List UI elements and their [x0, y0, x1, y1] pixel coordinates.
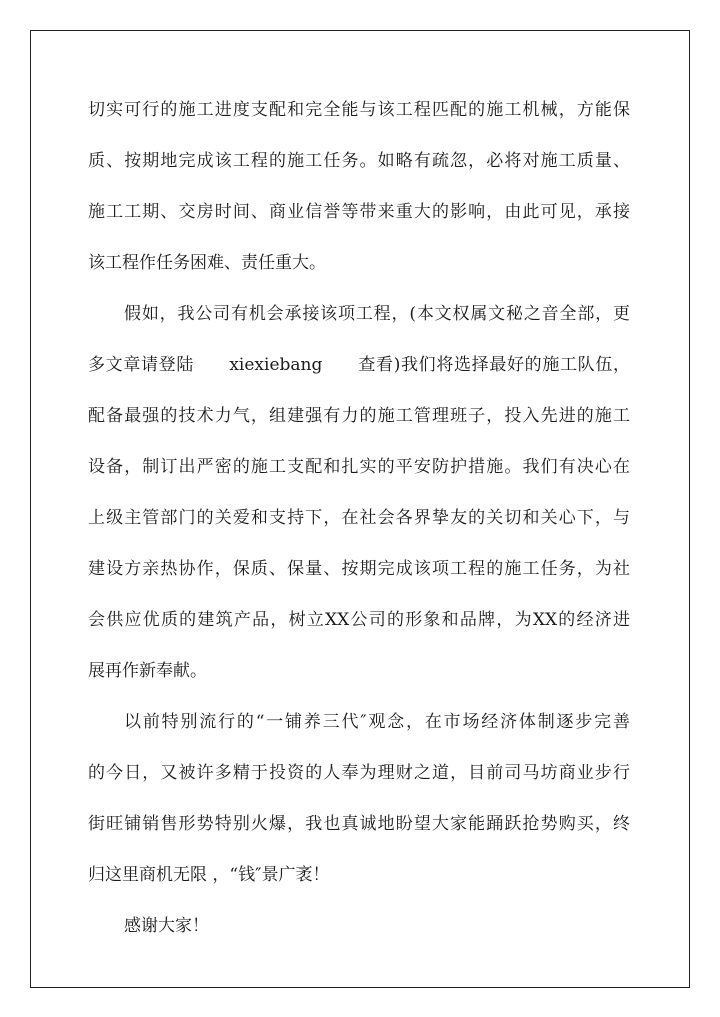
- text-line: 施工工期、交房时间、商业信誉等带来重大的影响，由此可见，承接: [88, 202, 630, 222]
- text-line: 设备，制订出严密的施工支配和扎实的平安防护措施。我们有决心在: [88, 457, 630, 477]
- text-line: 街旺铺销售形势特别火爆，我也真诚地盼望大家能踊跃抢势购买，终: [88, 814, 630, 834]
- text-line: 配备最强的技术力气，组建强有力的施工管理班子，投入先进的施工: [88, 406, 630, 426]
- text-line: 归这里商机无限 ，“钱″景广袤！: [88, 865, 330, 885]
- text-line: 展再作新奉献。: [88, 661, 207, 681]
- text-line: 的今日，又被许多精于投资的人奉为理财之道，目前司马坊商业步行: [88, 763, 630, 783]
- text-line: 多文章请登陆 xiexiebang 查看)我们将选择最好的施工队伍，: [88, 355, 630, 375]
- text-line: 切实可行的施工进度支配和完全能与该工程匹配的施工机械，方能保: [88, 100, 630, 120]
- document-body: [88, 93, 630, 960]
- text-line: 建设方亲热协作，保质、保量、按期完成该项工程的施工任务，为社: [88, 559, 630, 579]
- text-line: 质、按期地完成该工程的施工任务。如略有疏忽，必将对施工质量、: [88, 151, 630, 171]
- closing-line: 感谢大家！: [124, 916, 209, 936]
- text-line: 上级主管部门的关爱和支持下，在社会各界挚友的关切和关心下，与: [88, 508, 630, 528]
- paragraph-start-line: 以前特别流行的“一铺养三代″观念，在市场经济体制逐步完善: [124, 712, 630, 732]
- paragraph-start-line: 假如，我公司有机会承接该项工程，(本文权属文秘之音全部，更: [124, 304, 630, 324]
- text-line: 会供应优质的建筑产品，树立XX公司的形象和品牌，为XX的经济进: [88, 610, 630, 630]
- text-line: 该工程作任务困难、责任重大。: [88, 253, 326, 273]
